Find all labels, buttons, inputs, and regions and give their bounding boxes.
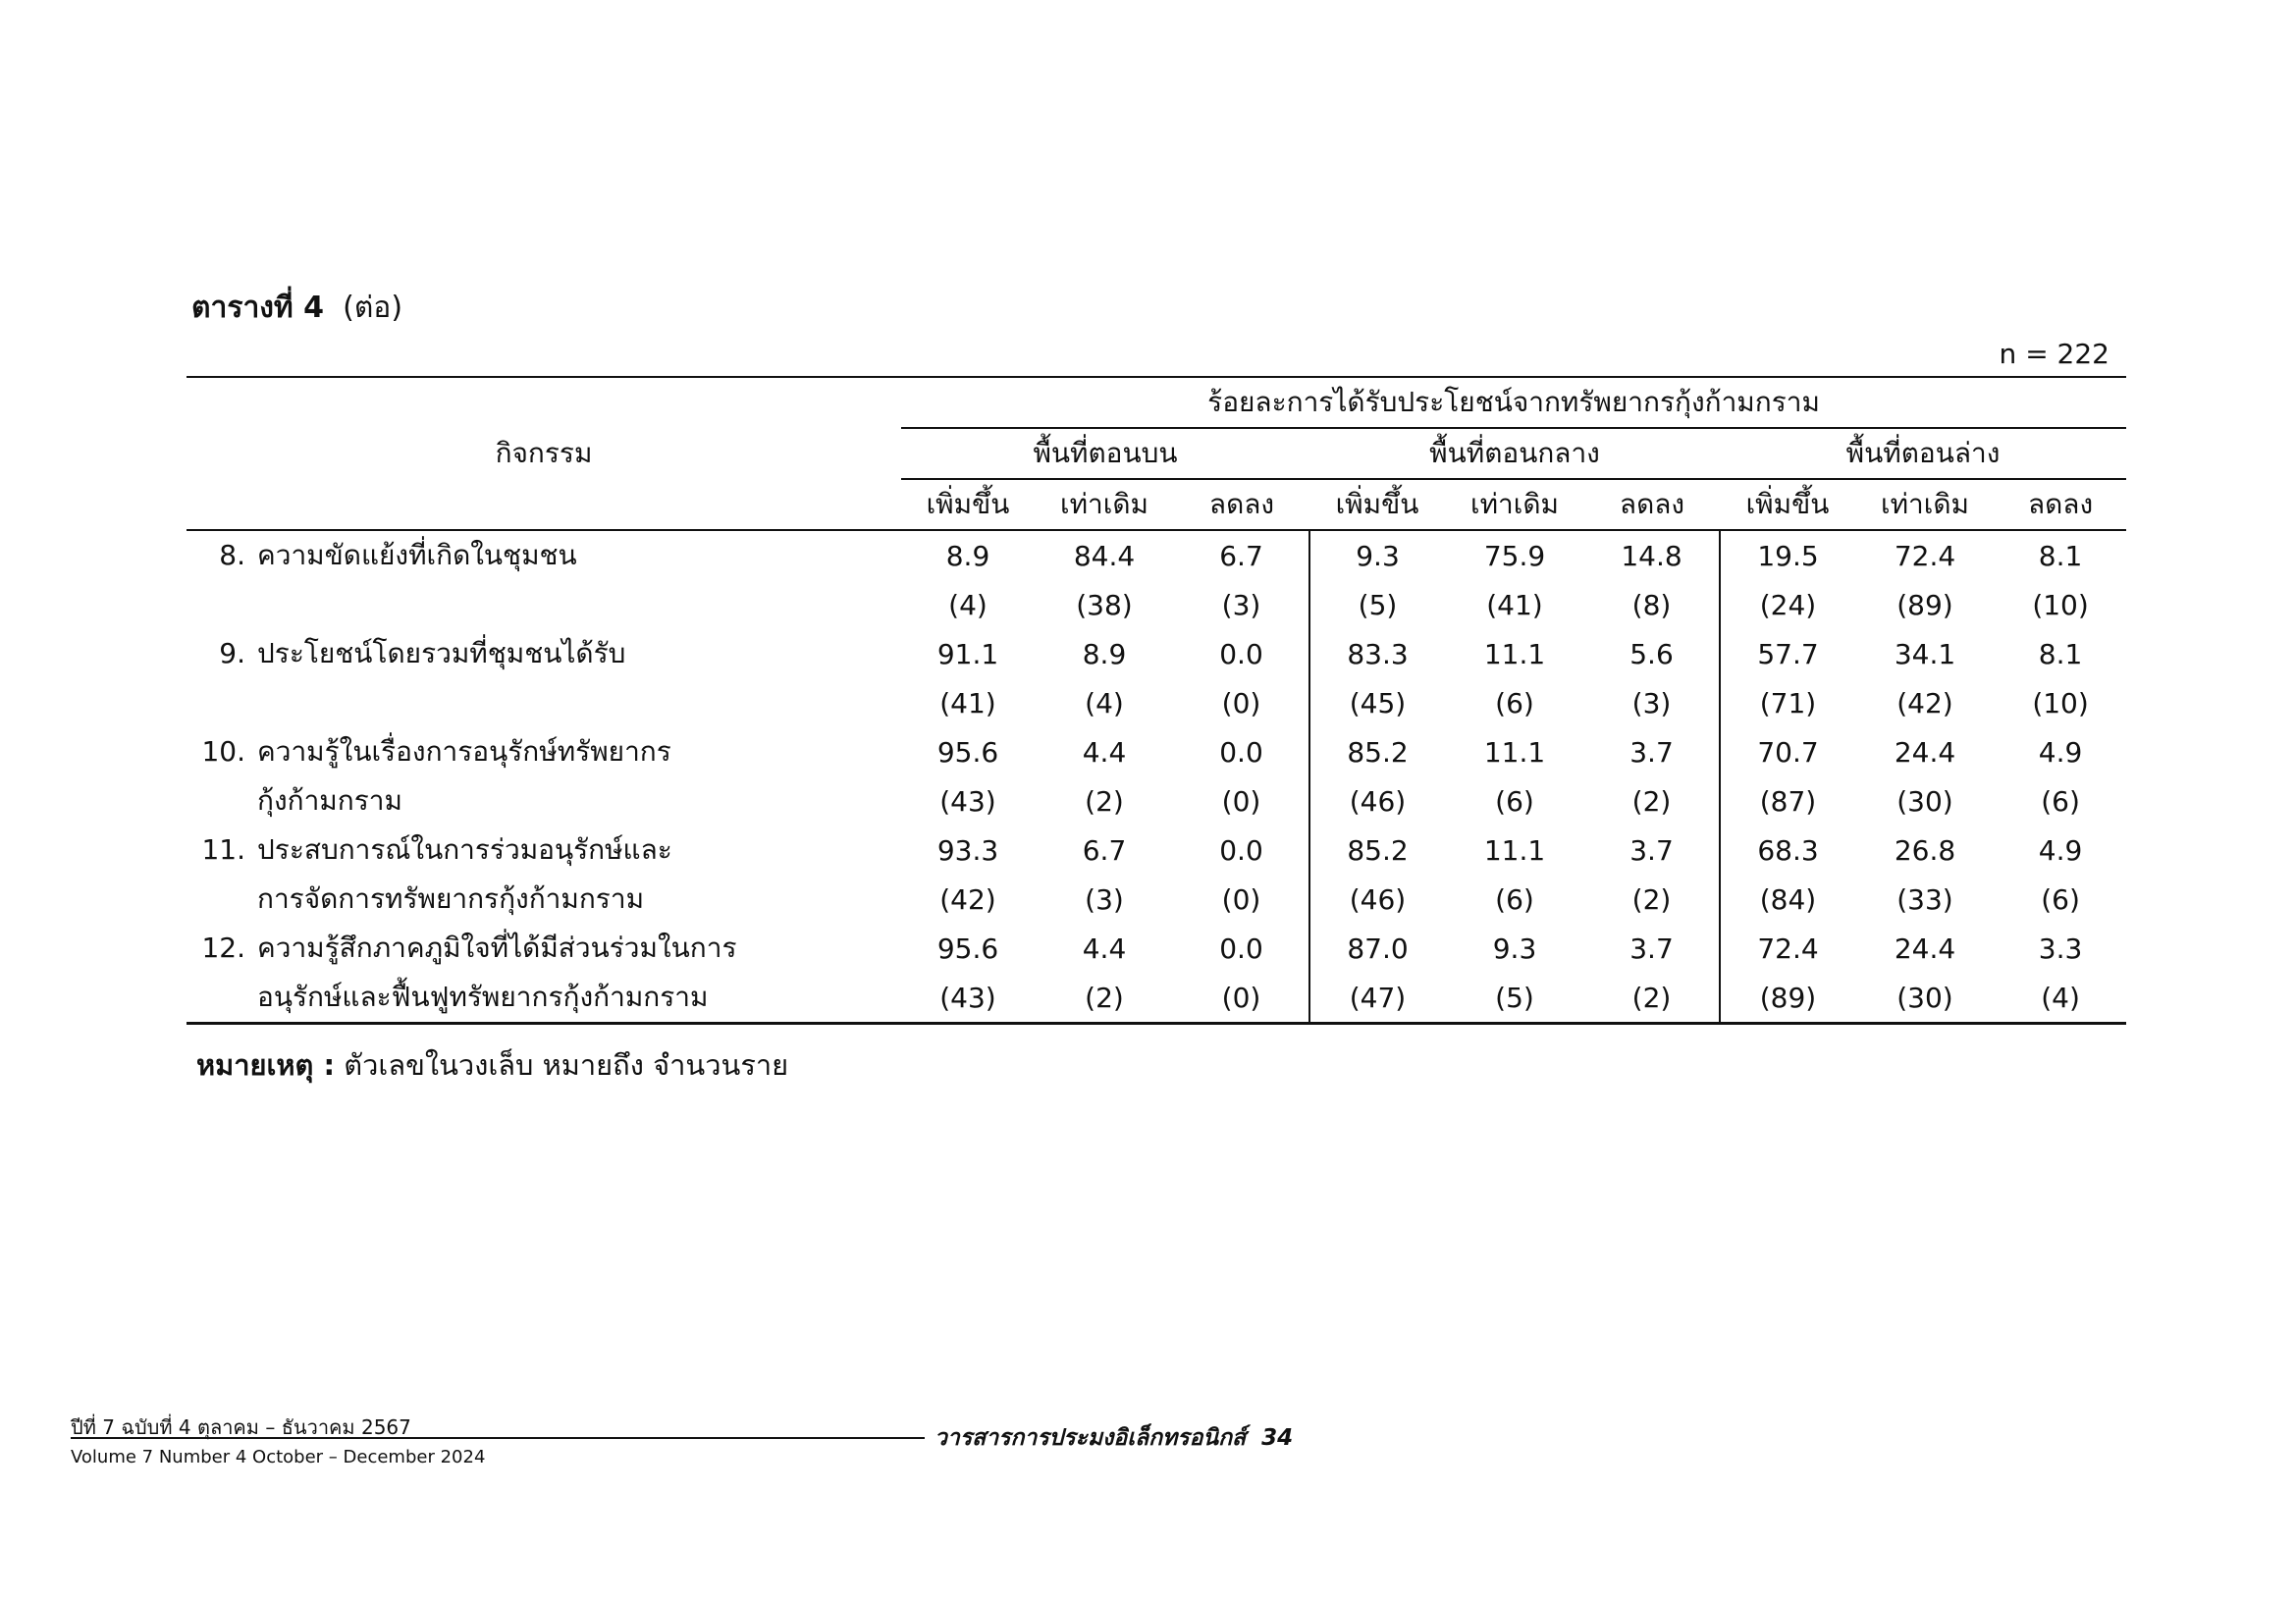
percent-cell: 85.2 (1309, 826, 1445, 875)
count-cell: (6) (1495, 686, 1534, 720)
subcol-header: ลดลง (1995, 479, 2126, 530)
percent-cell: 93.3 (936, 833, 999, 867)
percent-cell: 3.3 (2038, 932, 2083, 965)
activity-number: 12. (201, 932, 245, 964)
zone-header-upper: พื้นที่ตอนบน (901, 428, 1309, 479)
percent-cell: 19.5 (1720, 530, 1855, 580)
results-table (187, 376, 2126, 1025)
percent-cell: 0.0 (1219, 735, 1263, 769)
activity-number: 8. (219, 539, 245, 571)
results-table-wrapper (187, 376, 2126, 1025)
count-cell: (0) (1174, 973, 1309, 1024)
count-cell: (4) (948, 588, 988, 621)
footer-journal (934, 1420, 1293, 1456)
subcol-header: เท่าเดิม (1445, 479, 1584, 530)
activity-text: การจัดการทรัพยากรกุ้งก้ามกราม (257, 882, 645, 915)
count-cell: (2) (1631, 784, 1672, 818)
activity-number: 10. (201, 735, 245, 768)
activity-cell (187, 826, 901, 875)
table-row (187, 530, 2126, 580)
percent-cell: 11.1 (1483, 833, 1546, 867)
count-cell: (47) (1309, 973, 1445, 1024)
percent-cell: 26.8 (1894, 833, 1956, 867)
table-caption-suffix: (ต่อ) (343, 291, 403, 325)
table-row (187, 727, 2126, 776)
count-cell: (45) (1309, 678, 1445, 727)
activity-text: อนุรักษ์และฟื้นฟูทรัพยากรกุ้งก้ามกราม (257, 981, 709, 1013)
percent-cell: 0.0 (1219, 833, 1263, 867)
count-cell: (2) (1085, 784, 1124, 818)
table-row (187, 629, 2126, 678)
count-cell: (2) (1584, 973, 1720, 1024)
percent-cell: 57.7 (1720, 629, 1855, 678)
percent-cell: 5.6 (1629, 637, 1674, 670)
percent-cell: 34.1 (1894, 637, 1956, 670)
percent-cell: 14.8 (1621, 539, 1682, 572)
activity-cell (187, 727, 901, 776)
percent-cell: 11.1 (1483, 637, 1546, 670)
percent-cell: 8.9 (945, 539, 990, 572)
table-note (196, 1042, 788, 1088)
count-cell: (5) (1445, 973, 1584, 1024)
table-row (187, 924, 2126, 973)
count-cell: (2) (1035, 973, 1174, 1024)
table-row (187, 678, 2126, 727)
count-cell: (2) (1631, 882, 1672, 916)
percent-cell: 83.3 (1309, 629, 1445, 678)
percent-cell: 4.4 (1082, 932, 1127, 965)
activity-text: ความขัดแย้งที่เกิดในชุมชน (257, 539, 577, 571)
activity-cell (187, 530, 901, 580)
percent-cell: 9.3 (1309, 530, 1445, 580)
activity-cell (187, 580, 901, 629)
count-cell: (0) (1221, 784, 1261, 818)
table-row (187, 875, 2126, 924)
percent-cell: 0.0 (1219, 637, 1263, 670)
count-cell: (41) (939, 686, 996, 720)
percent-cell: 4.9 (2038, 833, 2083, 867)
count-cell: (38) (1076, 588, 1133, 621)
footer-issue-th: ปีที่ 7 ฉบับที่ 4 ตุลาคม – ธันวาคม 2567 (71, 1415, 411, 1439)
activity-cell (187, 678, 901, 727)
count-cell: (30) (1896, 784, 1953, 818)
count-cell: (33) (1896, 882, 1953, 916)
percent-cell: 8.9 (1082, 637, 1127, 670)
journal-name: วารสารการประมงอิเล็กทรอนิกส์ (934, 1425, 1247, 1451)
count-cell: (43) (901, 973, 1035, 1024)
footer-rule (71, 1437, 925, 1439)
page-number: 34 (1261, 1425, 1294, 1451)
percent-cell: 75.9 (1483, 539, 1546, 572)
count-cell: (10) (2032, 588, 2089, 621)
activity-cell (187, 875, 901, 924)
percent-cell: 68.3 (1720, 826, 1855, 875)
percent-cell: 6.7 (1082, 833, 1127, 867)
percent-cell: 6.7 (1219, 539, 1263, 572)
table-row (187, 580, 2126, 629)
count-cell: (3) (1085, 882, 1124, 916)
note-label: หมายเหตุ : (196, 1048, 336, 1082)
table-caption-label: ตารางที่ 4 (191, 291, 325, 325)
note-text: ตัวเลขในวงเล็บ หมายถึง จำนวนราย (344, 1048, 789, 1082)
percent-cell: 9.3 (1492, 932, 1537, 965)
percent-cell: 4.9 (2038, 735, 2083, 769)
percent-cell: 4.4 (1082, 735, 1127, 769)
count-cell: (84) (1720, 875, 1855, 924)
subcol-header: ลดลง (1174, 479, 1309, 530)
count-cell: (6) (1495, 882, 1534, 916)
count-cell: (3) (1631, 686, 1672, 720)
count-cell: (30) (1855, 973, 1995, 1024)
percent-cell: 8.1 (2038, 637, 2083, 670)
percent-cell: 24.4 (1894, 932, 1956, 965)
percent-cell: 72.4 (1894, 539, 1956, 572)
count-cell: (41) (1486, 588, 1543, 621)
count-cell: (87) (1720, 776, 1855, 826)
percent-cell: 91.1 (936, 637, 999, 670)
percent-cell: 3.7 (1629, 932, 1674, 965)
activity-number: 9. (219, 637, 245, 669)
activity-number: 11. (201, 833, 245, 866)
activity-text: ความรู้สึกภาคภูมิใจที่ได้มีส่วนร่วมในการ (257, 932, 737, 964)
activity-text: ประสบการณ์ในการร่วมอนุรักษ์และ (257, 833, 672, 866)
count-cell: (6) (2041, 882, 2080, 916)
percent-cell: 95.6 (936, 735, 999, 769)
zone-header-middle: พื้นที่ตอนกลาง (1309, 428, 1720, 479)
count-cell: (42) (939, 882, 996, 916)
table-row (187, 826, 2126, 875)
count-cell: (10) (2032, 686, 2089, 720)
activity-cell (187, 973, 901, 1024)
activity-header: กิจกรรม (187, 377, 901, 530)
count-cell: (6) (2041, 784, 2080, 818)
count-cell: (0) (1221, 882, 1261, 916)
count-cell: (89) (1896, 588, 1953, 621)
table-row (187, 973, 2126, 1024)
percent-cell: 24.4 (1894, 735, 1956, 769)
count-cell: (42) (1896, 686, 1953, 720)
activity-cell (187, 629, 901, 678)
count-cell: (3) (1221, 588, 1261, 621)
percent-cell: 11.1 (1483, 735, 1546, 769)
count-cell: (43) (939, 784, 996, 818)
sample-size: n = 222 (1999, 338, 2109, 370)
activity-text: ความรู้ในเรื่องการอนุรักษ์ทรัพยากร (257, 735, 671, 768)
subcol-header: เพิ่มขึ้น (1720, 479, 1855, 530)
activity-cell (187, 924, 901, 973)
subcol-header: เท่าเดิม (1855, 479, 1995, 530)
percent-cell: 8.1 (2038, 539, 2083, 572)
percent-cell: 84.4 (1073, 539, 1136, 572)
activity-text: กุ้งก้ามกราม (257, 784, 402, 817)
activity-text: ประโยชน์โดยรวมที่ชุมชนได้รับ (257, 637, 626, 669)
footer-issue-en: Volume 7 Number 4 October – December 2024 (71, 1447, 486, 1467)
table-caption (191, 285, 402, 331)
activity-cell (187, 776, 901, 826)
subcol-header: เพิ่มขึ้น (901, 479, 1035, 530)
percent-cell: 3.7 (1629, 735, 1674, 769)
group-header: ร้อยละการได้รับประโยชน์จากทรัพยากรกุ้งก้ามกราม (901, 377, 2126, 428)
percent-cell: 87.0 (1309, 924, 1445, 973)
count-cell: (6) (1495, 784, 1534, 818)
count-cell: (24) (1720, 580, 1855, 629)
zone-header-lower: พื้นที่ตอนล่าง (1720, 428, 2126, 479)
count-cell: (46) (1309, 776, 1445, 826)
percent-cell: 95.6 (936, 932, 999, 965)
subcol-header: เท่าเดิม (1035, 479, 1174, 530)
percent-cell: 0.0 (1219, 932, 1263, 965)
count-cell: (89) (1720, 973, 1855, 1024)
count-cell: (8) (1631, 588, 1672, 621)
subcol-header: ลดลง (1584, 479, 1720, 530)
percent-cell: 72.4 (1720, 924, 1855, 973)
count-cell: (5) (1309, 580, 1445, 629)
table-row (187, 776, 2126, 826)
count-cell: (71) (1720, 678, 1855, 727)
count-cell: (4) (1995, 973, 2126, 1024)
count-cell: (0) (1221, 686, 1261, 720)
count-cell: (46) (1309, 875, 1445, 924)
count-cell: (4) (1085, 686, 1124, 720)
percent-cell: 70.7 (1720, 727, 1855, 776)
percent-cell: 3.7 (1629, 833, 1674, 867)
percent-cell: 85.2 (1309, 727, 1445, 776)
subcol-header: เพิ่มขึ้น (1309, 479, 1445, 530)
